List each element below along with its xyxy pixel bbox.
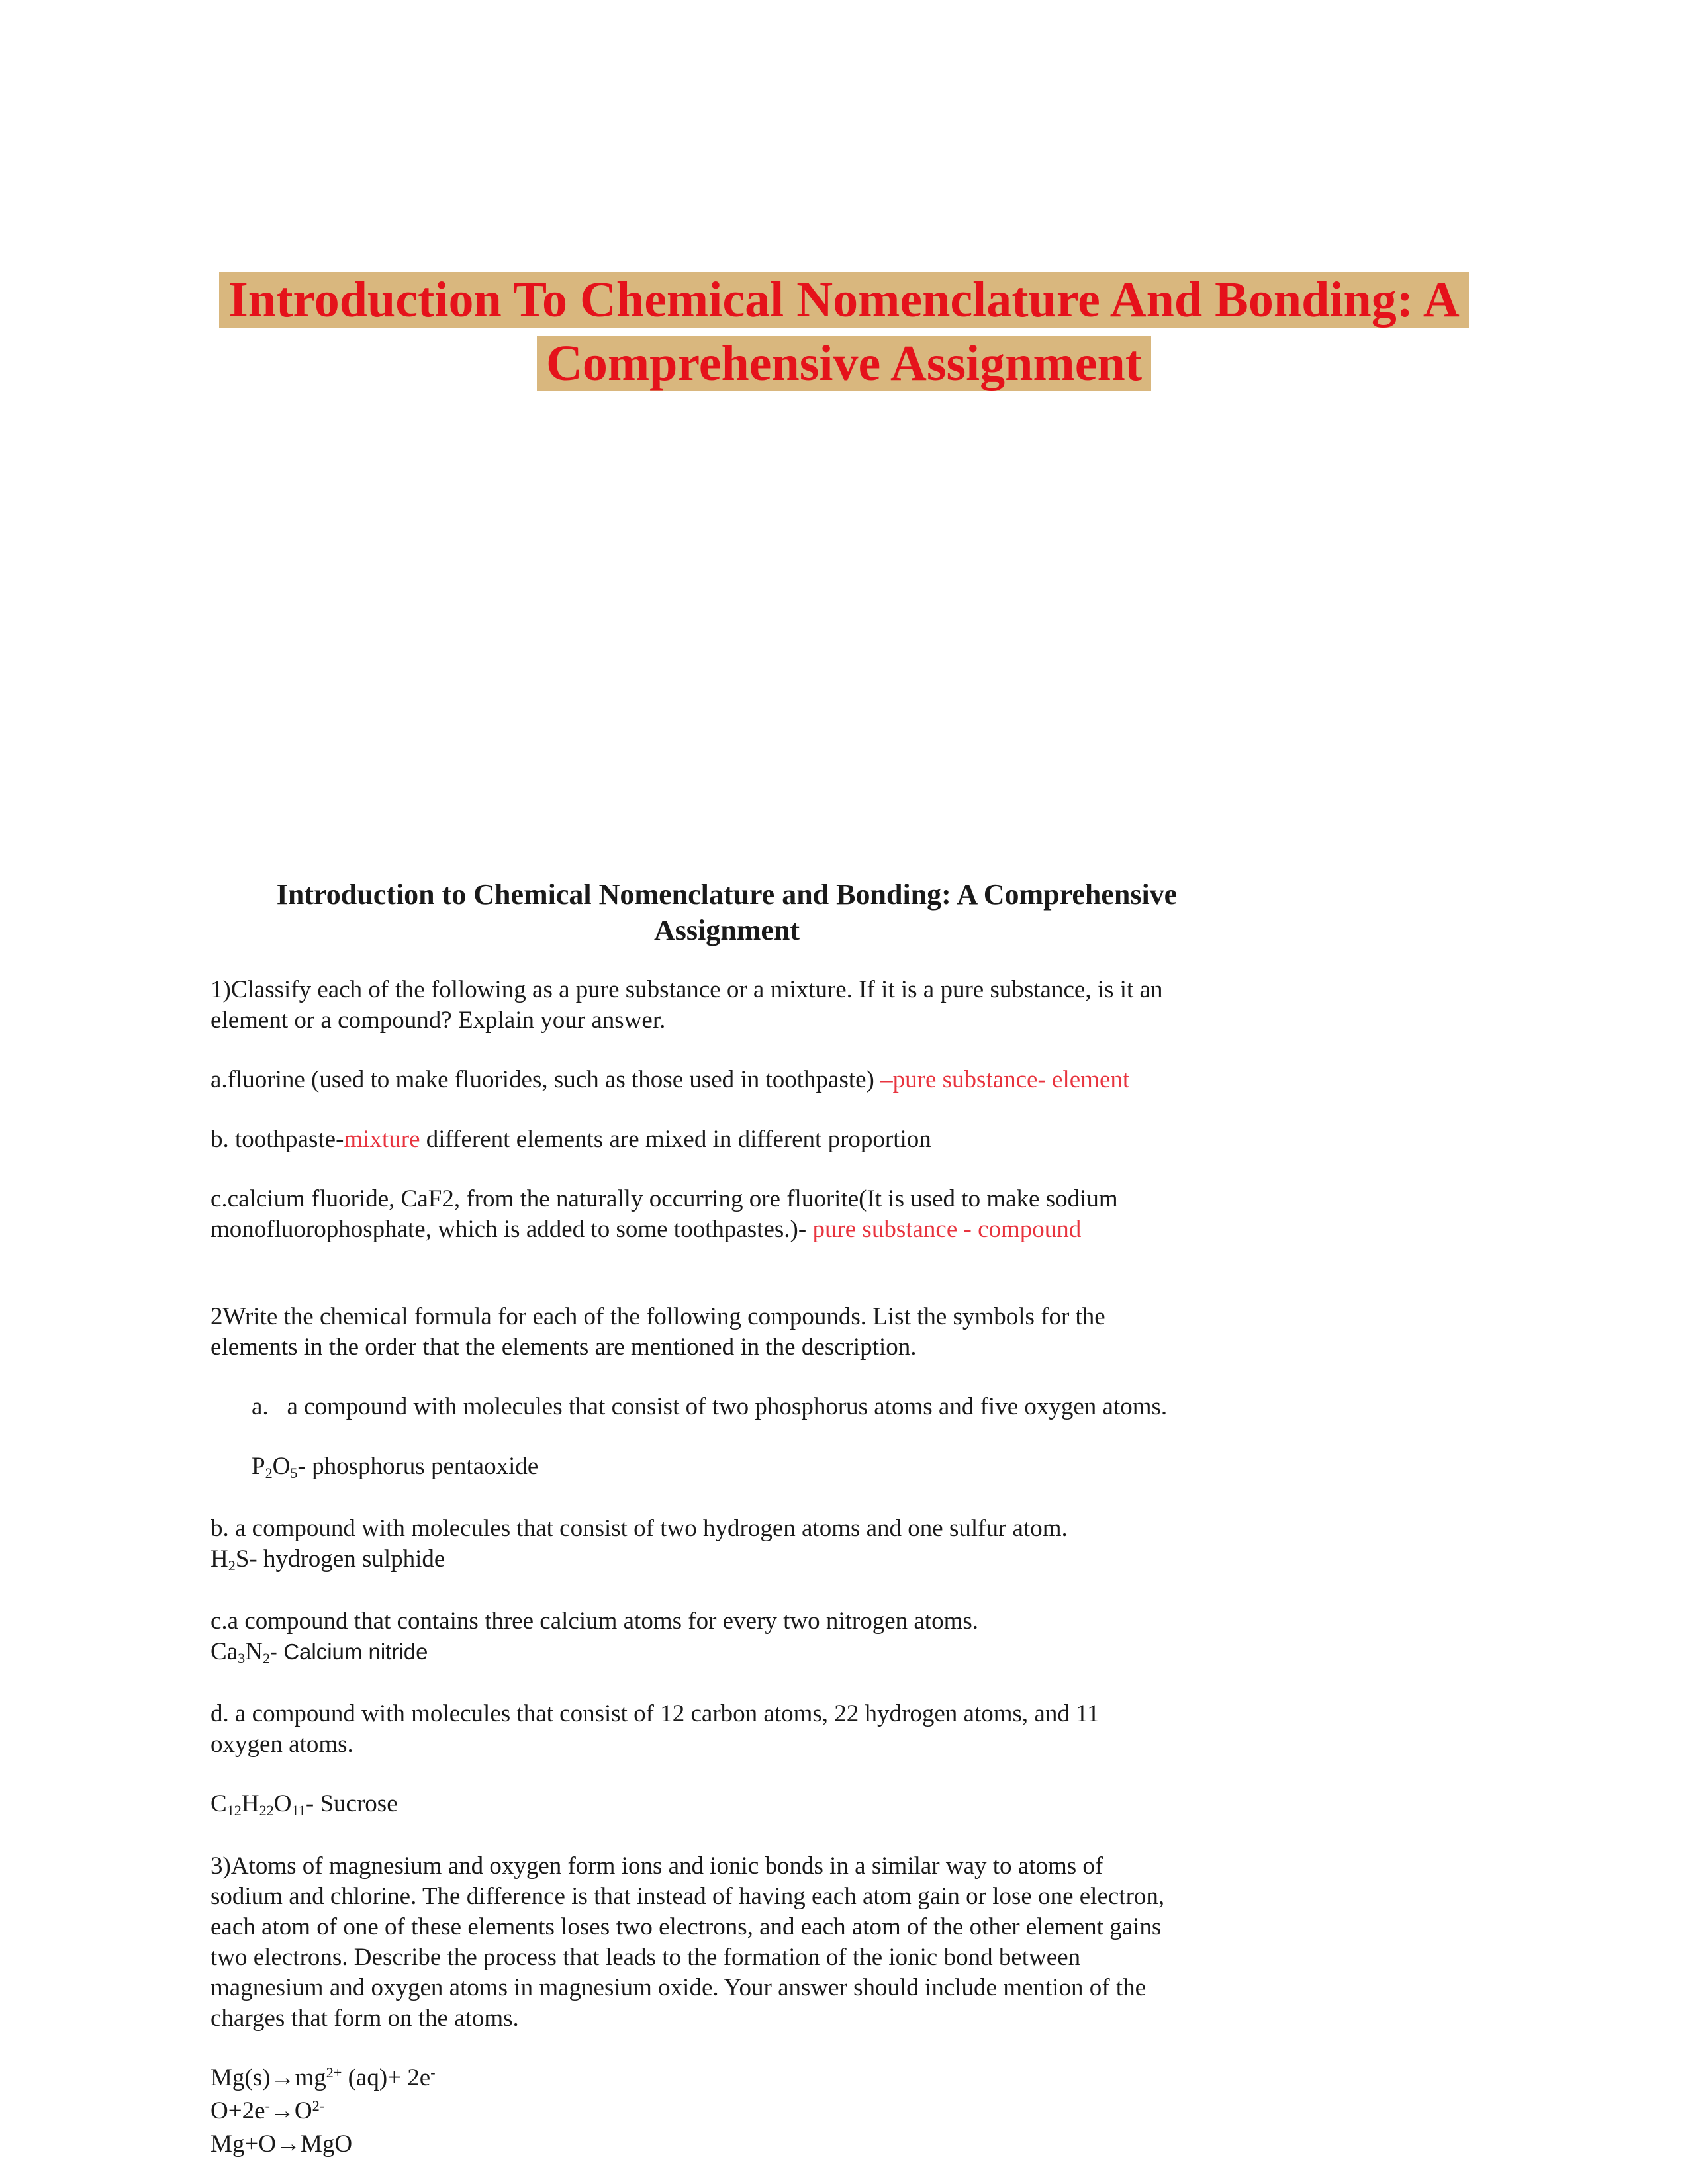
q2-b: b. a compound with molecules that consist of two hydrogen atoms and one sulfur atom. $H_2S-$ hydrogen sulphide <box>211 1515 1068 1574</box>
q2-prompt: 2Write the chemical formula for each of the following compounds. List the symbols for the elements in the order that the elements are mentioned in the description. <box>211 1303 1105 1361</box>
document-body <box>211 877 1243 2160</box>
cover-title-line2: Comprehensive Assignment <box>537 336 1151 391</box>
q1-a: a.fluorine (used to make fluorides, such as those used in toothpaste) –pure substance- element <box>211 1066 1130 1093</box>
q1-a-answer: –pure substance- element <box>880 1066 1130 1093</box>
q1-c-answer: pure substance - compound <box>812 1216 1082 1243</box>
q3-equations <box>211 2063 1243 2160</box>
equation-3: Mg+O→MgO <box>211 2130 353 2158</box>
equation-2: $O+2e^-\to O^{2-}$ <box>211 2097 325 2124</box>
q1-b: b. toothpaste-mixture different elements are mixed in different proportion <box>211 1126 931 1153</box>
q2-c: c.a compound that contains three calcium atoms for every two nitrogen atoms. $Ca_3N_2-$ Calcium nitride <box>211 1608 979 1666</box>
document-title: Introduction to Chemical Nomenclature and Bonding: A Comprehensive Assignment <box>276 878 1178 946</box>
equation-1: $Mg(s)\to mg^{2+}$ (aq)+ 2e- <box>211 2064 436 2091</box>
q2-d: d. a compound with molecules that consist of 12 carbon atoms, 22 hydrogen atoms, and 11 oxygen atoms. <box>211 1700 1100 1758</box>
q1-b-answer: mixture <box>344 1126 420 1153</box>
cover-title <box>0 268 1688 395</box>
q2-a: a. a compound with molecules that consist of two phosphorus atoms and five oxygen atoms. <box>252 1393 1168 1420</box>
q2-a-answer: $P_2O_5-$ phosphorus pentaoxide <box>252 1453 539 1481</box>
q3-prompt: 3)Atoms of magnesium and oxygen form ions and ionic bonds in a similar way to atoms of sodium and chlorine. The difference is that instead of having each atom gain or lose one electron, each atom of one of these elements loses two electrons, and each atom of the other element gains two electrons. Describe the process that leads to the formation of the ionic bond between magnesium and oxygen atoms in magnesium oxide. Your answer should include mention of the charges that form on the atoms. <box>211 1852 1165 2032</box>
cover-title-line1: Introduction To Chemical Nomenclature And Bonding: A <box>219 272 1469 328</box>
q1-prompt: 1)Classify each of the following as a pure substance or a mixture. If it is a pure substance, is it an element or a compound? Explain your answer. <box>211 976 1163 1034</box>
q2-d-answer: $C_{12}H_{22}O_{11}-$ Sucrose <box>211 1790 398 1819</box>
q1-c: c.calcium fluoride, CaF2, from the naturally occurring ore fluorite(It is used to make sodium monofluorophosphate, which is added to some toothpastes.)- pure substance - compound <box>211 1185 1118 1243</box>
